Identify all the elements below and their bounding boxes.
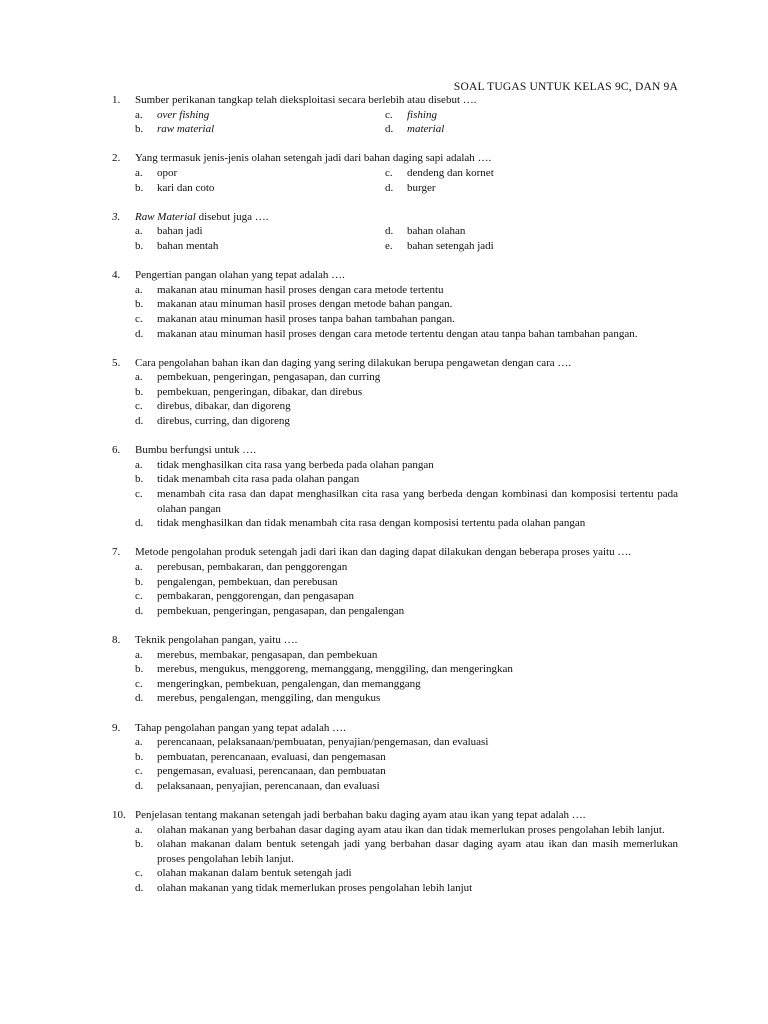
- option-c: c. fishing: [385, 108, 437, 121]
- question-number: 4.: [112, 269, 121, 282]
- option-c: c. mengeringkan, pembekuan, pengalengan, dan memanggang: [135, 677, 421, 690]
- question-1: [112, 93, 678, 137]
- option-d: d. bahan olahan: [385, 225, 466, 238]
- option-d: d. olahan makanan yang tidak memerlukan proses pengolahan lebih lanjut: [135, 882, 473, 895]
- question-text: Teknik pengolahan pangan, yaitu ….: [135, 633, 298, 646]
- question-text: Yang termasuk jenis-jenis olahan setengah jadi dari bahan daging sapi adalah ….: [135, 152, 492, 165]
- option-d: d. pelaksanaan, penyajian, perencanaan, dan evaluasi: [135, 779, 380, 792]
- option-e: e. bahan setengah jadi: [385, 239, 494, 252]
- option-d: d. tidak menghasilkan dan tidak menambah cita rasa dengan komposisi tertentu pada olahan pangan: [135, 517, 586, 530]
- option-d: d. merebus, pengalengan, menggiling, dan mengukus: [135, 692, 381, 705]
- question-6: [112, 443, 678, 531]
- option-d: d. burger: [385, 181, 436, 194]
- option-a: a. makanan atau minuman hasil proses dengan cara metode tertentu: [135, 283, 444, 296]
- option-d: d. pembekuan, pengeringan, pengasapan, dan pengalengan: [135, 604, 405, 617]
- option-a: a. tidak menghasilkan cita rasa yang berbeda pada olahan pangan: [135, 458, 434, 471]
- option-b: b. olahan makanan dalam bentuk setengah jadi yang berbahan dasar daging ayam atau ikan dan masih memerlukan proses pengolahan lebih lanjut.: [135, 838, 678, 865]
- option-b: b. pembuatan, perencanaan, evaluasi, dan pengemasan: [135, 750, 386, 763]
- question-5: [112, 356, 678, 429]
- option-b: b. pengalengan, pembekuan, dan perebusan: [135, 575, 338, 588]
- question-list: [112, 93, 678, 910]
- option-c: c. dendeng dan kornet: [385, 166, 494, 179]
- question-number: 6.: [112, 444, 121, 457]
- option-b: b. bahan mentah: [135, 239, 219, 252]
- question-10: [112, 808, 678, 896]
- question-number: 8.: [112, 633, 121, 646]
- option-c: c. direbus, dibakar, dan digoreng: [135, 400, 291, 413]
- option-b: b. pembekuan, pengeringan, dibakar, dan direbus: [135, 385, 363, 398]
- question-text: Tahap pengolahan pangan yang tepat adalah ….: [135, 721, 346, 734]
- option-c: c. makanan atau minuman hasil proses tanpa bahan tambahan pangan.: [135, 312, 455, 325]
- option-b: b. merebus, mengukus, menggoreng, memanggang, menggiling, dan mengeringkan: [135, 663, 513, 676]
- option-b: b. tidak menambah cita rasa pada olahan pangan: [135, 473, 360, 486]
- question-number: 2.: [112, 152, 121, 165]
- option-c: c. pengemasan, evaluasi, perencanaan, dan pembuatan: [135, 765, 386, 778]
- question-text: Metode pengolahan produk setengah jadi dari ikan dan daging dapat dilakukan dengan beberapa proses yaitu ….: [135, 546, 632, 559]
- option-a: a. perencanaan, pelaksanaan/pembuatan, penyajian/pengemasan, dan evaluasi: [135, 736, 489, 749]
- option-a: a. olahan makanan yang berbahan dasar daging ayam atau ikan dan tidak memerlukan proses pengolahan lebih lanjut.: [135, 823, 665, 836]
- question-text: Sumber perikanan tangkap telah dieksploitasi secara berlebih atau disebut ….: [135, 94, 477, 106]
- option-a: a. opor: [135, 166, 178, 179]
- option-b: b. raw material: [135, 123, 215, 136]
- question-text: Cara pengolahan bahan ikan dan daging yang sering dilakukan berupa pengawetan dengan cara ….: [135, 356, 572, 369]
- question-text: Pengertian pangan olahan yang tepat adalah ….: [135, 269, 345, 282]
- option-c: c. menambah cita rasa dan dapat menghasilkan cita rasa yang berbeda dengan kombinasi dan komposisi tertentu pada olahan pangan: [135, 488, 678, 515]
- option-d: d. material: [385, 123, 445, 136]
- question-number: 7.: [112, 546, 121, 559]
- document-title: SOAL TUGAS UNTUK KELAS 9C, DAN 9A: [453, 81, 678, 93]
- question-2: [112, 151, 678, 195]
- question-number: 3.: [112, 210, 121, 223]
- option-d: d. direbus, curring, dan digoreng: [135, 415, 290, 428]
- question-number: 9.: [112, 721, 121, 734]
- option-b: b. kari dan coto: [135, 181, 215, 194]
- option-a: a. perebusan, pembakaran, dan penggorengan: [135, 561, 348, 573]
- option-c: c. olahan makanan dalam bentuk setengah jadi: [135, 867, 352, 880]
- question-number: 5.: [112, 356, 121, 369]
- option-a: a. bahan jadi: [135, 225, 203, 238]
- option-b: b. makanan atau minuman hasil proses dengan metode bahan pangan.: [135, 298, 453, 311]
- option-a: a. pembekuan, pengeringan, pengasapan, dan curring: [135, 371, 381, 384]
- question-9: [112, 721, 678, 794]
- question-3: [112, 210, 678, 254]
- option-a: a. merebus, membakar, pengasapan, dan pembekuan: [135, 648, 378, 661]
- option-a: a. over fishing: [135, 108, 210, 121]
- question-7: [112, 545, 678, 618]
- question-text: Penjelasan tentang makanan setengah jadi berbahan baku daging ayam atau ikan yang tepat adalah ….: [135, 809, 586, 822]
- question-4: [112, 268, 678, 341]
- option-d: d. makanan atau minuman hasil proses dengan cara metode tertentu dengan atau tanpa bahan tambahan pangan.: [135, 327, 638, 340]
- question-number: 1.: [112, 94, 121, 106]
- question-8: [112, 633, 678, 706]
- option-c: c. pembakaran, penggorengan, dan pengasapan: [135, 590, 355, 603]
- question-text: Raw Material disebut juga ….: [135, 210, 269, 223]
- question-number: 10.: [112, 809, 126, 822]
- question-text: Bumbu berfungsi untuk ….: [135, 444, 256, 457]
